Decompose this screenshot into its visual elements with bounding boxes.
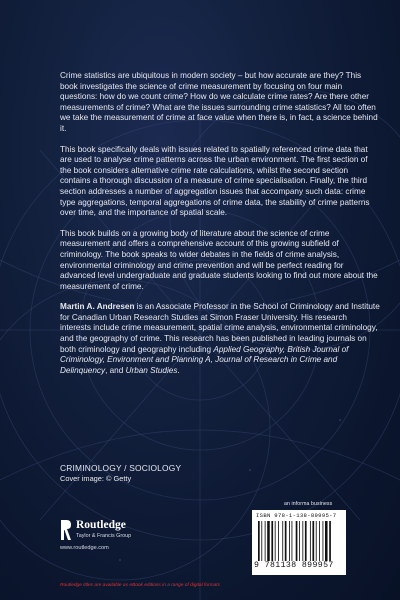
ebook-note: Routledge titles are available as eBook editions in a range of digital formats [60,583,220,588]
isbn-label: ISBN 978-1-138-89995-7 [256,512,337,519]
author-bio [60,302,380,376]
publisher-group: Taylor & Francis Group [76,533,132,539]
publisher-website: www.routledge.com [60,545,109,551]
barcode-icon [258,521,340,561]
author-journal-last: Urban Studies [125,365,178,375]
blurb-paragraph-3: This book builds on a growing body of literature about the science of crime measurement and offers a comprehensive account of this growing subfield of criminology. The book speaks to wider debates in the fields of crime analysis, environmental criminology and crime prevention and will be perfect reading for advanced level undergraduate and graduate students looking to find out more about the measurement of crime. [60,228,378,291]
isbn-digits: 9 781138 899957 [254,561,334,570]
informa-tagline: an informa business [284,501,333,507]
routledge-logo-icon [60,519,72,541]
subject-category: CRIMINOLOGY / SOCIOLOGY [60,463,182,473]
blurb-paragraph-1: Crime statistics are ubiquitous in modern society – but how accurate are they? This book investigates the science of crime measurement by focusing on four main questions: how do we count crime? How do we calculate crime rates? Are there other measurements of crime? What are the issues surrounding crime statistics? All too often we take the measurement of crime at face value when there is, in fact, a science behind it. [60,71,378,133]
author-name: Martin A. Andresen [60,302,135,312]
barcode-box [252,510,346,575]
publisher-name: Routledge [76,519,126,531]
author-bio-text-2: , and [105,365,126,375]
blurb [60,71,380,386]
author-journals: Applied Geography, British Journal of Criminology, Environment and Planning A, Journal of Research in Crime and Delinquency [60,344,349,375]
cover-credit: Cover image: © Getty [60,474,132,483]
author-bio-text-1: is an Associate Professor in the School of Criminology and Institute for Canadian Urban Research Studies at Simon Fraser University. His research interests include crime measurement, spatial crime analysis, environmental criminology, and the geography of crime. This research has been published in leading journals on both criminology and geography including [60,302,380,354]
author-bio-text-3: . [177,365,180,375]
publisher-block [60,519,170,553]
blurb-paragraph-2: This book specifically deals with issues related to spatially referenced crime data that are used to analyse crime patterns across the urban environment. The first section of the book considers alternative crime rate calculations, whilst the second section contains a thorough discussion of a measure of crime specialisation. Finally, the third section addresses a number of aggregation issues that accompany such data: crime type aggregations, temporal aggregations of crime data, the stability of crime patterns over time, and the importance of spatial scale. [60,144,370,218]
